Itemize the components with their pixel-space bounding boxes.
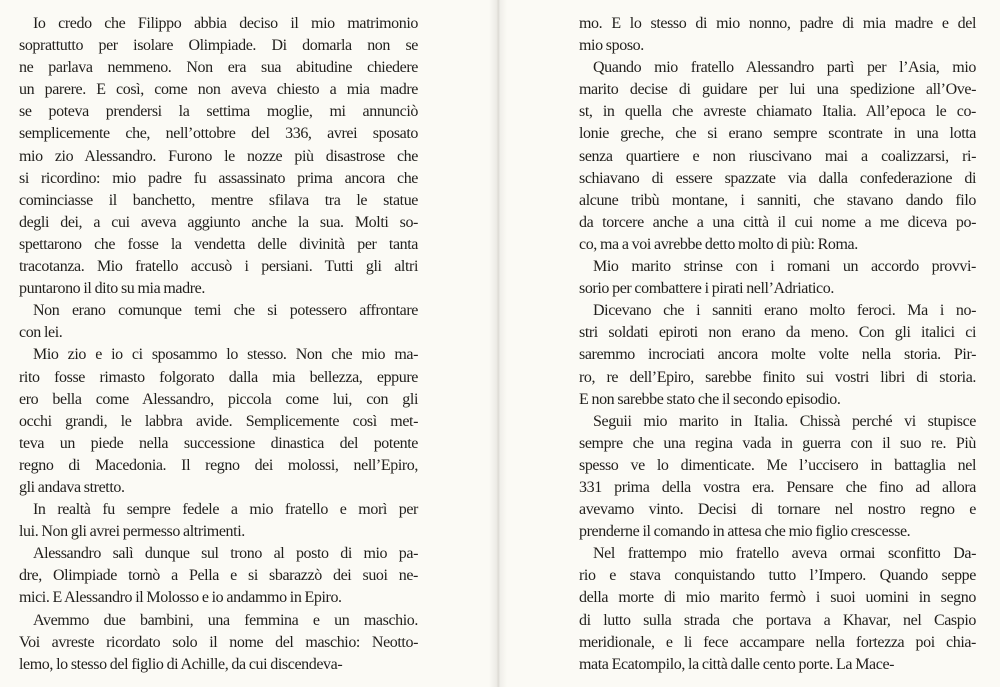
- text-line: da torcere anche a una città il cui nome a me diceva po-: [579, 213, 976, 231]
- paragraph: [579, 411, 976, 544]
- text-line: schiavano di essere spazzate via dalla confederazione di: [579, 169, 976, 187]
- text-line: si ricordino: mio padre fu assassinato prima ancora che: [19, 169, 418, 187]
- text-line: lui. Non gli avrei permesso altrimenti.: [19, 523, 245, 541]
- paragraph: [19, 499, 418, 543]
- text-line: dre, Olimpiade tornò a Pella e si sbarazzò dei suoi ne-: [19, 567, 418, 585]
- text-line: rito fosse rimasto folgorato dalla mia bellezza, eppure: [19, 368, 418, 386]
- paragraph: [19, 344, 418, 499]
- paragraph: [19, 610, 418, 676]
- page-gutter-shadow: [489, 0, 507, 687]
- text-line: Io credo che Filippo abbia deciso il mio matrimonio: [33, 15, 418, 32]
- text-line: Avemmo due bambini, una femmina e un maschio.: [33, 611, 418, 629]
- text-line: degli dei, a cui aveva aggiunto anche la sua. Molti so-: [19, 213, 418, 231]
- text-line: prenderne il comando in attesa che mio figlio crescesse.: [579, 523, 911, 541]
- text-line: tracotanza. Mio fratello accusò i persiani. Tutti gli altri: [19, 258, 418, 276]
- text-line: sempre che una regina vada in guerra con il suo re. Più: [579, 434, 976, 452]
- text-line: In realtà fu sempre fedele a mio fratello e morì per: [33, 501, 418, 519]
- left-page: [19, 13, 418, 676]
- text-line: st, in quella che avreste chiamato Italia. All’epoca le co-: [579, 103, 976, 121]
- text-line: stri soldati epiroti non erano da meno. Con gli italici ci: [579, 324, 976, 342]
- text-line: semplicemente che, nell’ottobre del 336, avrei sposato: [19, 125, 418, 143]
- text-line: Seguii mio marito in Italia. Chissà perché vi stupisce: [593, 412, 976, 430]
- text-line: ne parlava nemmeno. Non era sua abitudine chiedere: [19, 59, 418, 77]
- text-line: puntarono il dito su mia madre.: [19, 280, 205, 298]
- text-line: di lutto sulla strada che portava a Khavar, nel Caspio: [579, 611, 976, 629]
- text-line: occhi grandi, le labbra avide. Semplicemente così met-: [19, 412, 418, 430]
- text-line: soprattutto per isolare Olimpiade. Di domarla non se: [19, 37, 418, 55]
- text-line: ro, re dell’Epiro, sarebbe finito sui vostri libri di storia.: [579, 368, 976, 386]
- text-line: della morte di mio marito fermò i suoi uomini in segno: [579, 589, 976, 607]
- text-line: se poteva prendersi la settima moglie, mi annunciò: [19, 103, 418, 121]
- text-line: mata Ecatompilo, la città dalle cento porte. La Mace-: [579, 655, 895, 673]
- text-line: avevamo vinto. Decisi di tornare nel nostro regno e: [579, 501, 976, 519]
- text-line: Mio zio e io ci sposammo lo stesso. Non che mio ma-: [33, 346, 418, 364]
- paragraph: [19, 543, 418, 609]
- text-line: teva un piede nella successione dinastica del potente: [19, 434, 418, 452]
- text-line: co, ma a voi avrebbe detto molto di più: Roma.: [579, 235, 858, 253]
- text-line: meridionale, e li fece accampare nella fortezza poi chia-: [579, 633, 976, 651]
- text-line: Non erano comunque temi che si potessero affrontare: [33, 302, 418, 320]
- paragraph: [579, 256, 976, 300]
- right-page: [579, 13, 976, 676]
- text-line: senza quartiere e non riuscivano mai a coalizzarsi, ri-: [579, 147, 976, 165]
- text-line: Mio marito strinse con i romani un accordo provvi-: [593, 258, 976, 276]
- text-line: un parere. E così, come non aveva chiesto a mia madre: [19, 81, 418, 99]
- text-line: gli andava stretto.: [19, 478, 125, 496]
- text-line: Quando mio fratello Alessandro partì per l’Asia, mio: [593, 59, 976, 77]
- text-line: mio sposo.: [579, 37, 644, 55]
- text-line: ero bella come Alessandro, piccola come lui, con gli: [19, 390, 418, 408]
- text-line: lemo, lo stesso del figlio di Achille, da cui discendeva-: [19, 655, 343, 673]
- text-line: Alessandro salì dunque sul trono al posto di mio pa-: [33, 545, 418, 563]
- paragraph: [579, 300, 976, 410]
- text-line: regno di Macedonia. Il regno dei molossi, nell’Epiro,: [19, 456, 418, 474]
- text-line: Voi avreste ricordato solo il nome del maschio: Neotto-: [19, 633, 418, 651]
- paragraph: [579, 57, 976, 256]
- paragraph: [579, 543, 976, 676]
- text-line: mo. E lo stesso di mio nonno, padre di mia madre e del: [579, 15, 976, 32]
- text-line: mio zio Alessandro. Furono le nozze più disastrose che: [19, 147, 418, 165]
- text-line: cominciasse il banchetto, mentre sfilava tra le statue: [19, 191, 418, 209]
- text-line: 331 prima della vostra era. Pensare che fino ad allora: [579, 478, 976, 496]
- text-line: con lei.: [19, 324, 63, 342]
- text-line: sorio per combattere i pirati nell’Adriatico.: [579, 280, 834, 298]
- text-line: mici. E Alessandro il Molosso e io andammo in Epiro.: [19, 589, 342, 607]
- text-line: Nel frattempo mio fratello aveva ormai sconfitto Da-: [593, 545, 976, 563]
- text-line: spettarono che fosse la vendetta delle divinità per tanta: [19, 235, 418, 253]
- text-line: Dicevano che i sanniti erano molto feroci. Ma i no-: [593, 302, 976, 320]
- paragraph: [19, 13, 418, 300]
- paragraph: [19, 300, 418, 344]
- text-line: spesso ve lo dimenticate. Me l’uccisero in battaglia nel: [579, 456, 976, 474]
- text-line: marito decise di guidare per lui una spedizione all’Ove-: [579, 81, 976, 99]
- text-line: alcune tribù montane, i sanniti, che stavano dando filo: [579, 191, 976, 209]
- text-line: lonie greche, che si erano sempre scontrate in una lotta: [579, 125, 976, 143]
- text-line: E non sarebbe stato che il secondo episodio.: [579, 390, 841, 408]
- text-line: rio e stava conquistando tutto l’Impero. Quando seppe: [579, 567, 976, 585]
- paragraph: [579, 13, 976, 57]
- text-line: saremmo incrociati ancora molte volte nella storia. Pir-: [579, 346, 976, 364]
